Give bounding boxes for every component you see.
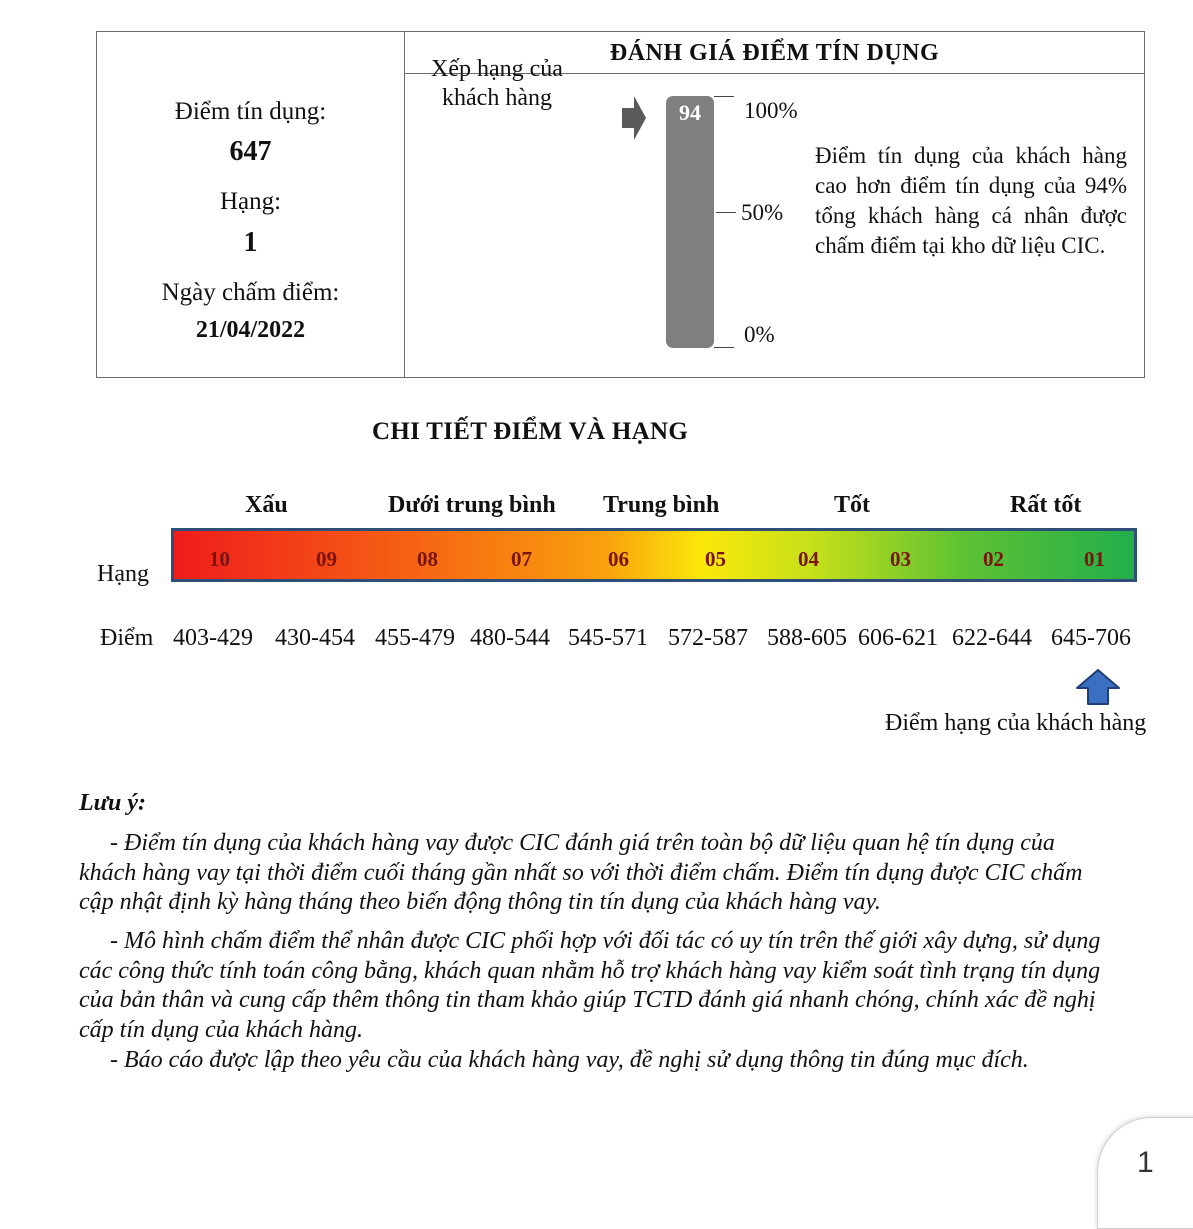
rank-row-label: Hạng — [97, 561, 149, 587]
category-bad: Xấu — [245, 492, 288, 518]
customer-rank-marker-icon — [1075, 669, 1121, 705]
customer-rank-label: Xếp hạng của khách hàng — [431, 56, 563, 111]
tick-0 — [714, 347, 734, 348]
percentile-gauge — [666, 96, 714, 348]
date-label: Ngày chấm điểm: — [161, 279, 340, 306]
category-below-average: Dưới trung bình — [388, 492, 556, 518]
rank-value: 1 — [243, 227, 258, 258]
scale-50-label: 50% — [741, 200, 784, 225]
rank-gradient-bar — [171, 528, 1137, 582]
score-range: 403-429 — [173, 625, 253, 651]
notes-heading: Lưu ý: — [79, 790, 147, 816]
score-range: 480-544 — [470, 625, 550, 651]
page-number: 1 — [1137, 1146, 1154, 1179]
score-value: 647 — [229, 136, 272, 167]
score-range: 430-454 — [275, 625, 355, 651]
tick-50 — [716, 212, 736, 213]
category-average: Trung bình — [603, 492, 720, 518]
date-value: 21/04/2022 — [195, 317, 306, 343]
rank-cell: 07 — [511, 547, 532, 571]
rank-cell: 09 — [316, 547, 337, 571]
customer-rank-marker-label: Điểm hạng của khách hàng — [885, 710, 1147, 736]
rank-cell: 02 — [983, 547, 1004, 571]
rank-cell: 10 — [209, 547, 230, 571]
note-paragraph: - Báo cáo được lập theo yêu cầu của khách hàng vay, đề nghị sử dụng thông tin đúng mục đích. — [110, 1047, 1029, 1073]
category-good: Tốt — [834, 492, 870, 518]
score-label: Điểm tín dụng: — [174, 98, 327, 125]
credit-evaluation-header: ĐÁNH GIÁ ĐIỂM TÍN DỤNG — [405, 32, 1144, 74]
tick-100 — [714, 96, 734, 97]
score-range: 606-621 — [858, 625, 938, 651]
score-range: 622-644 — [952, 625, 1032, 651]
rank-cell: 08 — [417, 547, 438, 571]
score-range: 588-605 — [767, 625, 847, 651]
note-paragraph: - Điểm tín dụng của khách hàng vay được CIC đánh giá trên toàn bộ dữ liệu quan hệ tín dụng của khách hàng vay tại thời điểm cuối tháng gần nhất so với thời điểm chấm. Điểm tín dụng được CIC chấm cập nhật định kỳ hàng tháng theo biến động thông tin tín dụng của khách hàng vay. — [79, 830, 1083, 915]
rank-label: Hạng: — [219, 188, 282, 215]
rank-cell: 04 — [798, 547, 819, 571]
pointer-arrow-icon — [622, 96, 646, 140]
rank-cell: 05 — [705, 547, 726, 571]
percentile-value: 94 — [679, 100, 701, 125]
category-very-good: Rất tốt — [1010, 492, 1082, 518]
rank-cell: 01 — [1084, 547, 1105, 571]
scale-0-label: 0% — [744, 322, 775, 347]
score-summary-cell — [97, 32, 405, 377]
section-title: CHI TIẾT ĐIỂM VÀ HẠNG — [372, 418, 689, 445]
score-range: 645-706 — [1051, 625, 1131, 651]
rank-cell: 06 — [608, 547, 629, 571]
score-range: 572-587 — [668, 625, 748, 651]
score-range: 545-571 — [568, 625, 648, 651]
note-paragraph: - Mô hình chấm điểm thể nhân được CIC phối hợp với đối tác có uy tín trên thế giới xây dựng, sử dụng các công thức tính toán công bằng, khách quan nhằm hỗ trợ khách hàng vay kiểm soát tình trạng tín dụng của bản thân và cung cấp thêm thông tin tham khảo giúp TCTD đánh giá nhanh chóng, chính xác đề nghị cấp tín dụng của khách hàng. — [79, 928, 1101, 1043]
score-row-label: Điểm — [100, 625, 154, 651]
percentile-description: Điểm tín dụng của khách hàng cao hơn điểm tín dụng của 94% tổng khách hàng cá nhân được chấm điểm tại kho dữ liệu CIC. — [815, 143, 1127, 258]
score-range: 455-479 — [375, 625, 455, 651]
scale-100-label: 100% — [744, 98, 798, 123]
rank-cell: 03 — [890, 547, 911, 571]
